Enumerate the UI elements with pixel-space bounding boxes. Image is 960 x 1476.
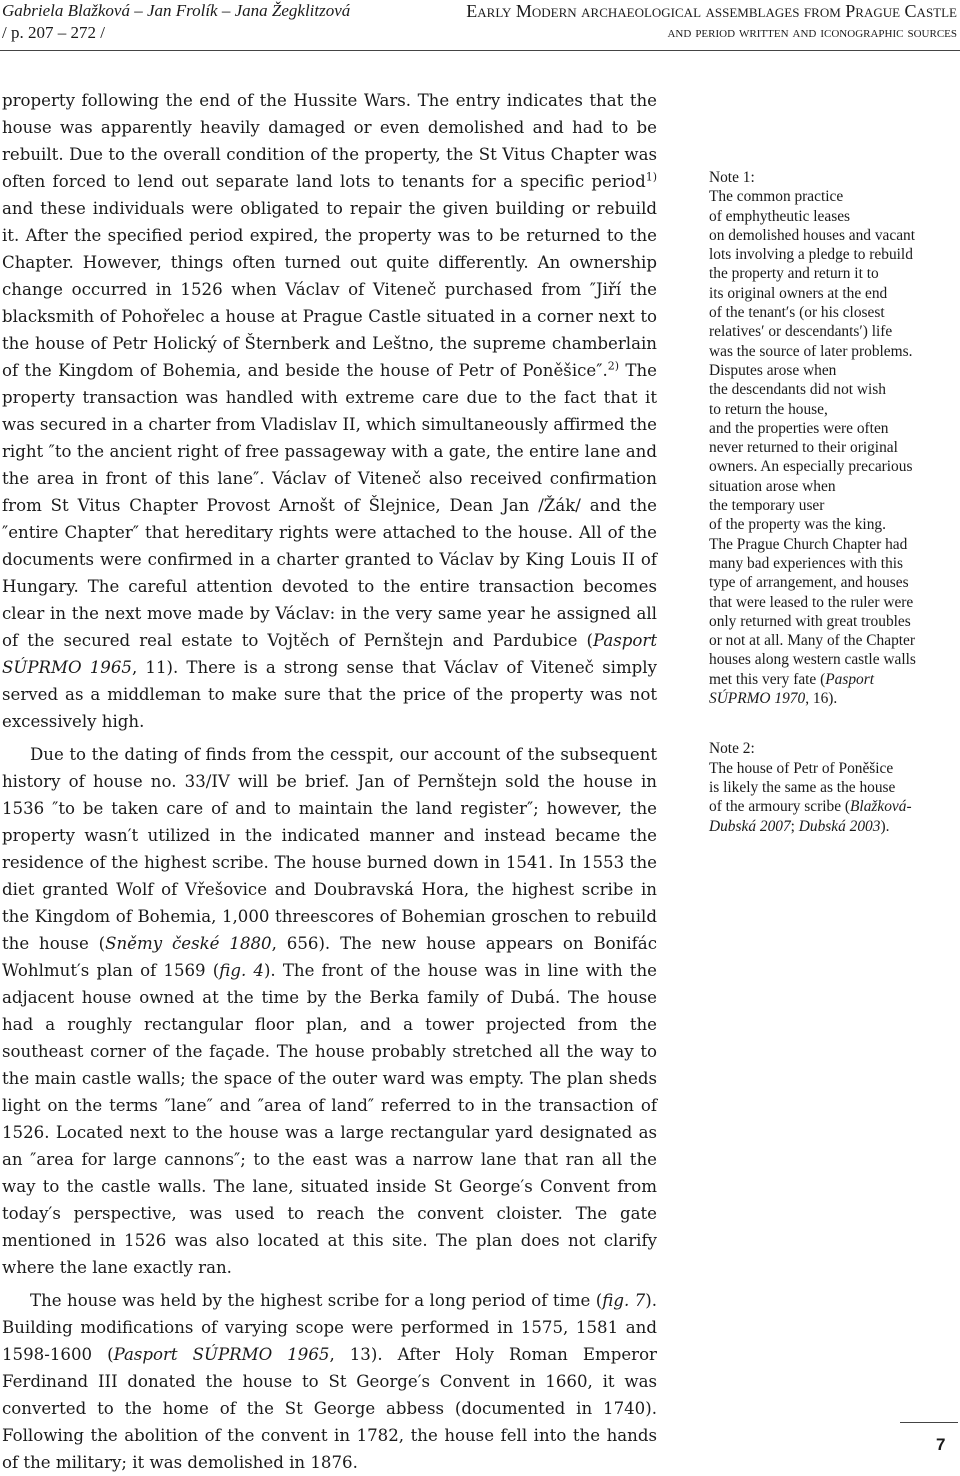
citation: Blažková-	[850, 798, 912, 816]
citation: Pasport	[825, 670, 874, 688]
note-line: of the tenant′s (or his closest	[709, 304, 885, 322]
paragraph-1-text-d: , 11). There is a strong sense that Václav of Viteneč simply served as a middleman to make sure that the price of the property was not excessively high.	[2, 658, 657, 731]
citation: SÚPRMO 1970	[709, 690, 806, 708]
margin-notes	[709, 168, 959, 836]
main-text-column	[2, 87, 657, 1476]
note-line	[709, 817, 959, 836]
note-line: lots involving a pledge to rebuild	[709, 246, 913, 264]
note-line: many bad experiences with this	[709, 554, 904, 572]
note-2-title: Note 2:	[709, 740, 755, 758]
note-line-text: ;	[790, 817, 799, 835]
note-line: to return the house,	[709, 400, 828, 418]
paragraph-2-text-a: Due to the dating of finds from the cesspit, our account of the subsequent history of house no. 33/IV will be brief. Jan of Pernštejn sold the house in 1536 ″to be taken care of and to maintain the land register″; however, the property wasn′t utilized in the indicated manner and instead became the residence of the highest scribe. The house burned down in 1541. In 1553 the diet granted Wolf of Vřešovice and Doubravská Hora, the highest scribe in the Kingdom of Bohemia, 1,000 threescores of Bohemian groschen to rebuild the house (	[2, 745, 657, 953]
note-line-text: ).	[880, 817, 890, 835]
header-title-line1: Early Modern archaeological assemblages from Prague Castle	[466, 1, 957, 21]
note-line: on demolished houses and vacant	[709, 226, 916, 244]
note-1-title: Note 1:	[709, 169, 755, 186]
paragraph-1	[2, 87, 657, 735]
figure-reference: fig. 4	[219, 961, 264, 980]
citation: Sněmy české 1880	[105, 934, 272, 953]
note-line	[709, 797, 959, 816]
header-authors: Gabriela Blažková – Jan Frolík – Jana Žegklitzová	[2, 1, 351, 20]
paragraph-3-text-c: , 13). After Holy Roman Emperor Ferdinand III donated the house to St George′s Convent in 1660, it was converted to the home of the St George abbess (documented in 1740). Following the abolition of the convent in 1782, the house fell into the hands of the military; it was demolished in 1876.	[2, 1345, 657, 1472]
header-page-range: / p. 207 – 272 /	[2, 23, 105, 42]
note-2	[709, 739, 959, 835]
paragraph-1-text-c: The property transaction was handled with extreme care due to the fact that it was secured in a charter from Vladislav II, which simultaneously affirmed the right ″to the ancient right of free passageway with a gate, the entire lane and the area in front of this lane″. Václav of Viteneč also received confirmation from St Vitus Chapter Provost Arnošt of Šlejnice, Dean Jan /Žák/ and the ″entire Chapter″ that hereditary rights were attached to the house. All of the documents were confirmed in a charter granted to Václav by King Louis II of Hungary. The careful attention devoted to the entire transaction becomes clear in the next move made by Václav: in the very same year he assigned all of the secured real estate to Vojtěch of Pernštejn and Pardubice (	[2, 361, 657, 650]
note-line-text: of the armoury scribe (	[709, 798, 851, 816]
running-header-left	[2, 0, 472, 44]
note-1	[709, 168, 959, 708]
note-line: of the property was the king.	[709, 516, 886, 534]
note-line	[709, 670, 959, 689]
note-ref-1: 1)	[645, 170, 657, 184]
running-header-right	[457, 0, 957, 43]
footer-rule	[900, 1422, 958, 1423]
figure-reference: fig. 7	[602, 1291, 646, 1310]
header-title-line2: and period written and iconographic sources	[667, 24, 957, 41]
note-line: the property and return it to	[709, 265, 879, 283]
note-line: houses along western castle walls	[709, 651, 916, 669]
note-line: its original owners at the end	[709, 284, 888, 302]
paragraph-1-text-a: property following the end of the Hussite Wars. The entry indicates that the house was apparently heavily damaged or even demolished and had to be rebuilt. Due to the overall condition of the property, the St Vitus Chapter was often forced to lend out separate land lots to tenants for a specific period	[2, 91, 657, 191]
page-number: 7	[936, 1435, 946, 1454]
header-rule	[0, 50, 960, 51]
paragraph-2	[2, 741, 657, 1281]
note-line	[709, 689, 959, 708]
citation: Dubská 2003	[798, 817, 881, 835]
note-line: situation arose when	[709, 477, 836, 495]
note-line: only returned with great troubles	[709, 612, 911, 630]
note-line: Disputes arose when	[709, 361, 837, 379]
note-line: of emphytheutic leases	[709, 207, 851, 225]
note-line: The common practice	[709, 188, 844, 206]
note-line: and the properties were often	[709, 419, 889, 437]
note-line: type of arrangement, and houses	[709, 574, 909, 592]
note-line-text: , 16).	[805, 690, 838, 708]
note-line: owners. An especially precarious	[709, 458, 913, 476]
note-line: the descendants did not wish	[709, 381, 886, 399]
note-line: was the source of later problems.	[709, 342, 913, 360]
note-line: The Prague Church Chapter had	[709, 535, 908, 553]
note-line: The house of Petr of Poněšice	[709, 759, 894, 777]
paragraph-1-text-b: and these individuals were obligated to repair the given building or rebuild it. After the specified period expired, the property was to be returned to the Chapter. However, things often turned out quite differently. An ownership change occurred in 1526 when Václav of Viteneč purchased from ″Jiří the blacksmith of Pohořelec a house at Prague Castle situated in a corner next to the house of Petr Holický of Šternberk and Leštno, the supreme chamberlain of the Kingdom of Bohemia, and beside the house of Petr of Poněšice″.	[2, 199, 657, 380]
note-line: or not at all. Many of the Chapter	[709, 632, 916, 650]
note-line: never returned to their original	[709, 439, 898, 457]
note-line: that were leased to the ruler were	[709, 593, 914, 611]
paragraph-3-text-a: The house was held by the highest scribe for a long period of time (	[30, 1291, 603, 1310]
paragraph-3-text-b: ). Building modifications of varying scope were performed in 1575, 1581 and 1598-1600 (	[2, 1291, 657, 1364]
citation: Pasport SÚPRMO 1965	[2, 631, 657, 677]
paragraph-2-text-b: , 656). The new house appears on Bonifác Wohlmut′s plan of 1569 (	[2, 934, 657, 980]
citation: Pasport SÚPRMO 1965	[113, 1345, 330, 1364]
note-line: the temporary user	[709, 497, 825, 515]
note-line-text: met this very fate (	[709, 670, 826, 688]
note-line: is likely the same as the house	[709, 778, 896, 796]
note-line: relatives′ or descendants′) life	[709, 323, 893, 341]
note-ref-2: 2)	[607, 359, 620, 373]
paragraph-3	[2, 1287, 657, 1476]
paragraph-2-text-c: ). The front of the house was in line with the adjacent house owned at the time by the Berka family of Dubá. The house had a roughly rectangular floor plan, and a tower projected from the southeast corner of the façade. The house probably stretched all the way to the main castle walls; the space of the outer ward was empty. The plan sheds light on the terms ″lane″ and ″area of land″ referred to in the transaction of 1526. Located next to the house was a large rectangular yard designated as an ″area for large cannons″; to the east was a narrow lane that ran all the way to the castle walls. The lane, situated inside St George′s Convent from today′s perspective, was used to reach the convent cloister. The gate mentioned in 1526 was also located at this site. The plan does not clarify where the lane exactly ran.	[2, 961, 657, 1277]
citation: Dubská 2007	[709, 817, 791, 835]
